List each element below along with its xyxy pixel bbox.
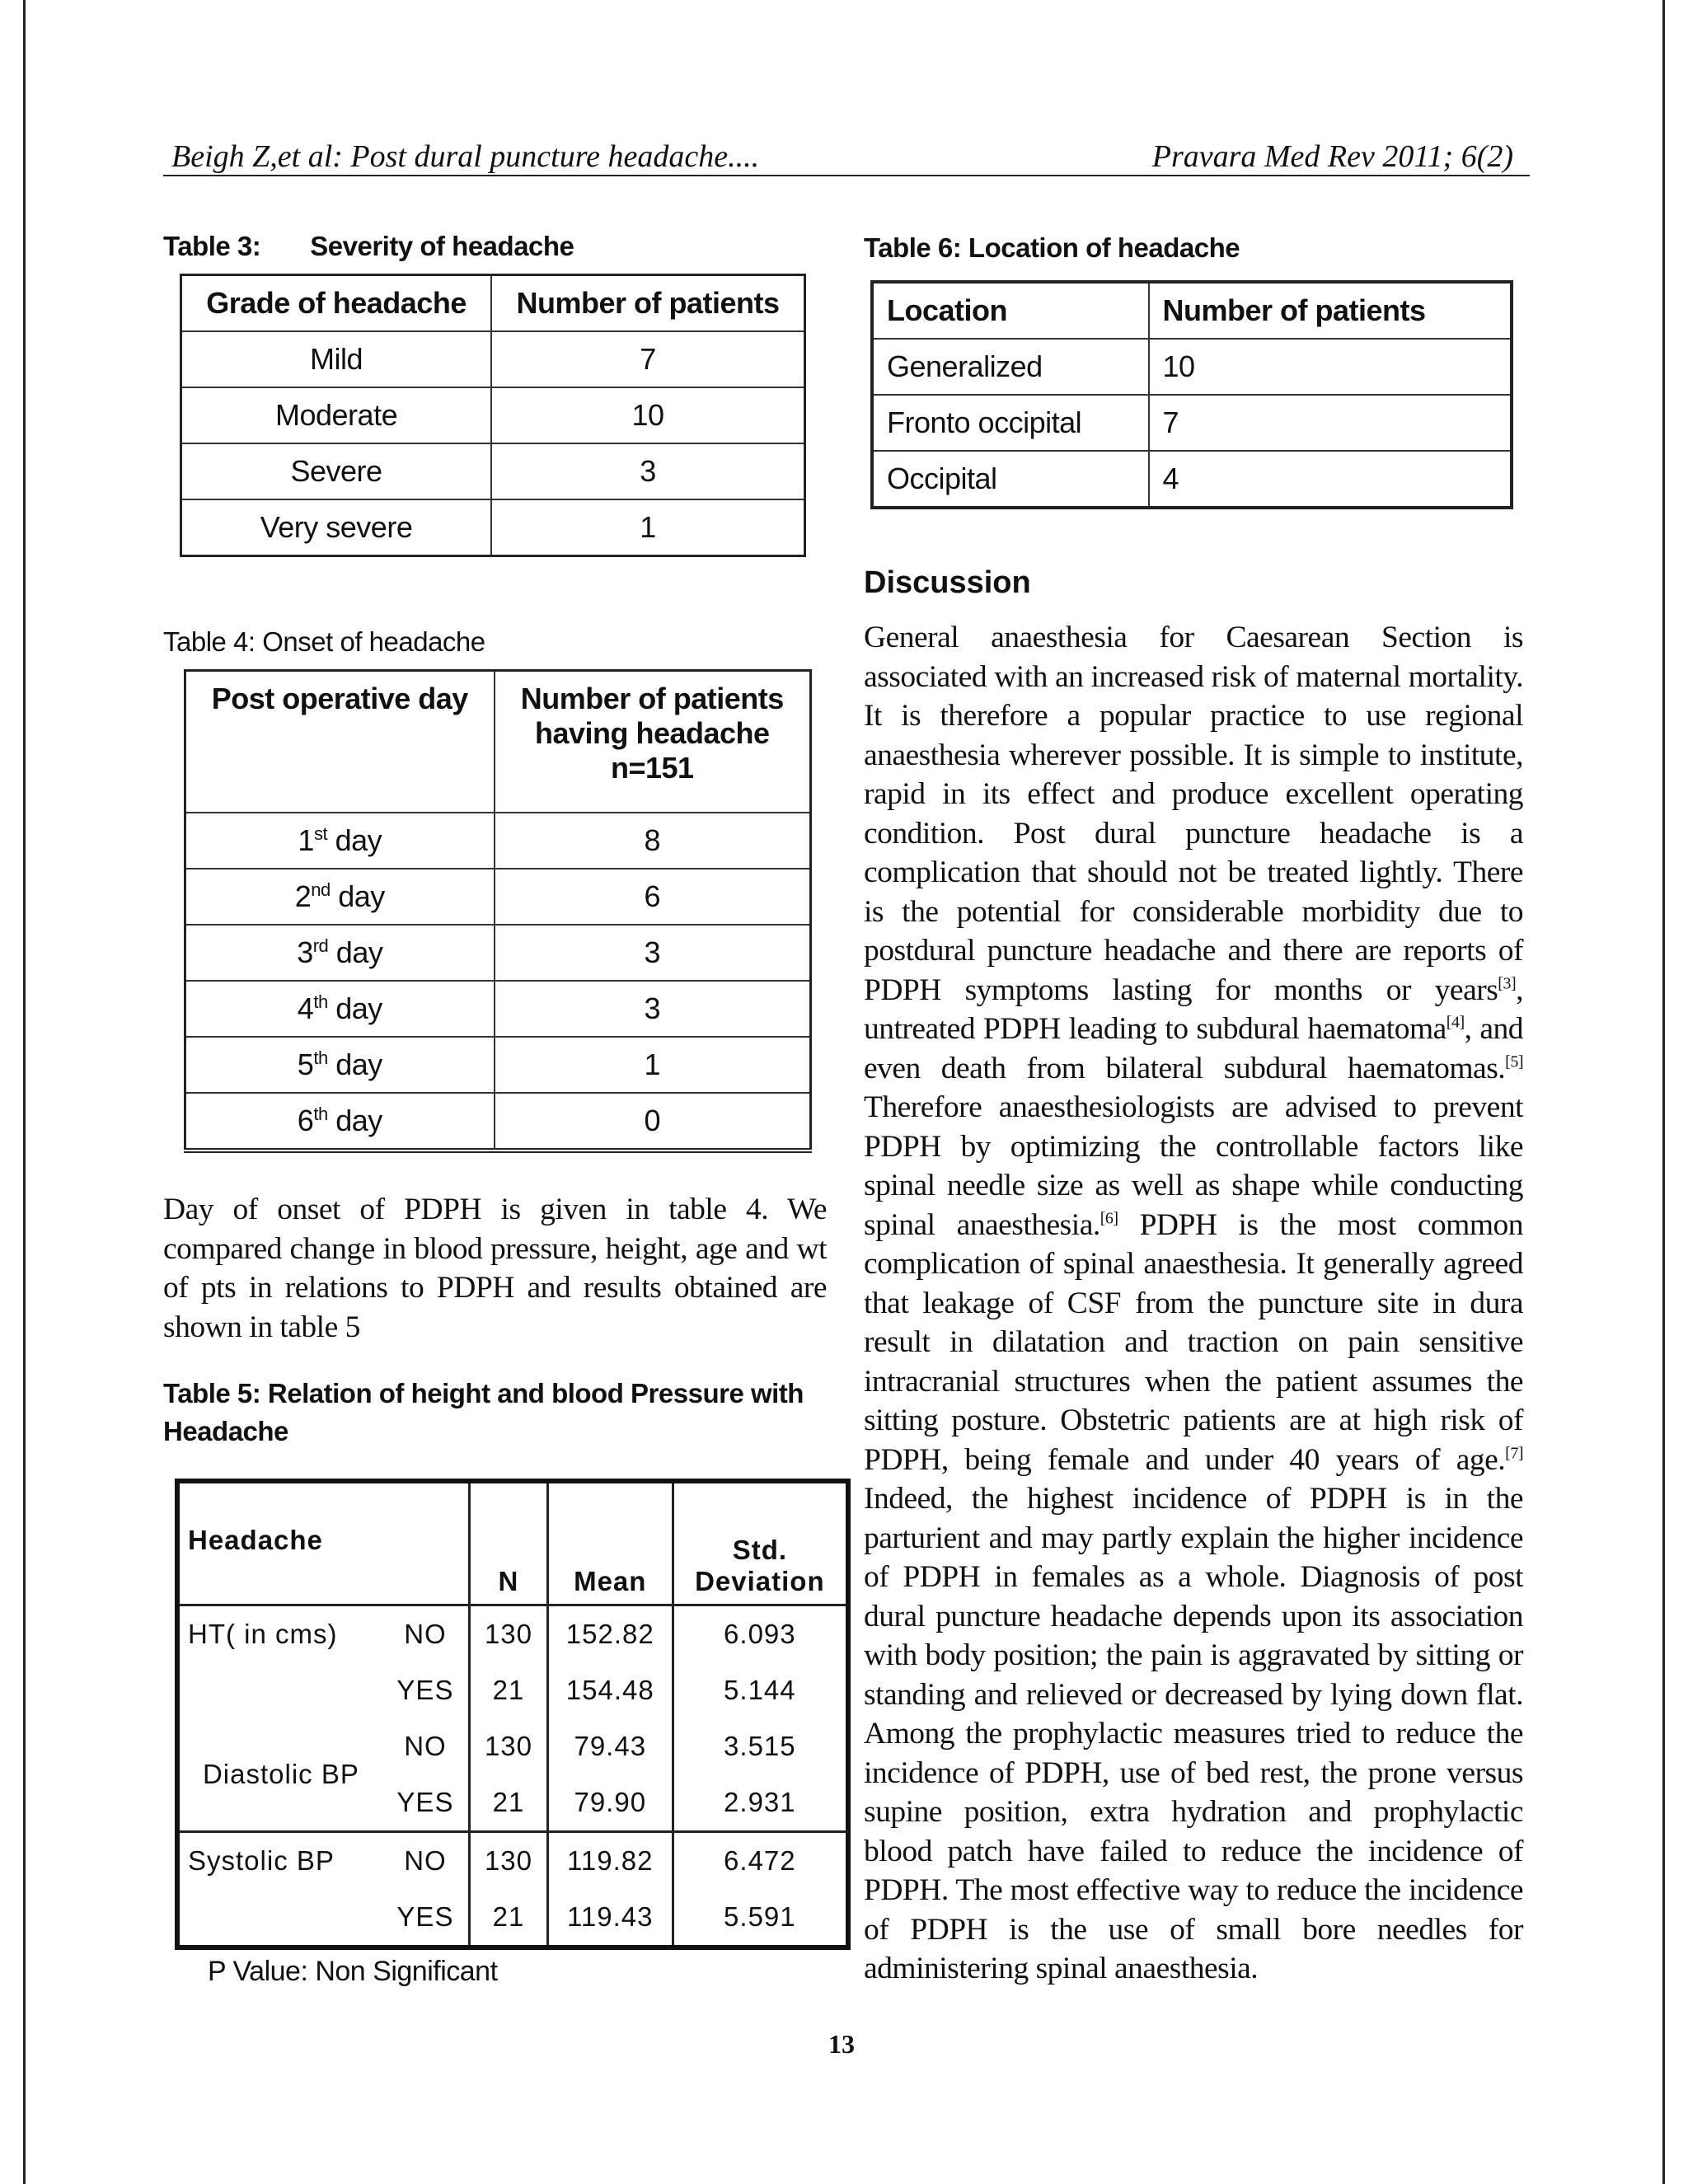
table-row (185, 1037, 811, 1093)
text-run: Therefore anaesthesiologists are advised to prevent PDPH by optimizing the controllable factors like spinal needle size as well as shape while conducting spinal anaesthesia. (864, 1090, 1523, 1242)
running-header (163, 138, 1530, 176)
table-cell: NO (382, 1832, 470, 1890)
table-cell: Moderate (181, 387, 492, 443)
table5-group-systolic: Systolic BP (177, 1832, 382, 1890)
table-cell: 130 (470, 1832, 548, 1890)
table-cell: Very severe (181, 499, 492, 556)
table5-group-diastolic: Diastolic BP (202, 1759, 359, 1789)
table5-col-headache: Headache (177, 1481, 470, 1605)
table-row (181, 331, 805, 387)
table-cell: 8 (495, 813, 811, 869)
table-cell: 1 (491, 499, 804, 556)
table-cell: 6 (495, 869, 811, 925)
citation-ref: [3] (1498, 974, 1517, 992)
table-cell: YES (396, 1675, 454, 1705)
table-row (177, 1832, 848, 1890)
day-word: day (335, 1047, 382, 1081)
table-row (177, 1662, 848, 1718)
day-word: day (335, 823, 382, 857)
body-paragraph-table5-intro: Day of onset of PDPH is given in table 4. We compared change in blood pressure, height, age and wt of pts in relations to PDPH and results obtained are shown in table 5 (163, 1193, 827, 1344)
table-cell: NO (404, 1731, 447, 1761)
day-number: 6 (297, 1104, 314, 1137)
table-cell: YES (396, 1787, 454, 1817)
page-number: 13 (828, 2029, 855, 2059)
table-cell: 2.931 (673, 1774, 848, 1832)
table-row (185, 1093, 811, 1151)
ordinal-suffix: th (313, 991, 328, 1012)
section-heading-discussion: Discussion (864, 565, 1031, 600)
table-cell: 10 (491, 387, 804, 443)
table5-col-std (673, 1481, 848, 1605)
ordinal-suffix: rd (312, 935, 329, 956)
table6-col-location: Location (872, 282, 1149, 339)
table-cell: Severe (181, 443, 492, 499)
table3-col-grade: Grade of headache (181, 275, 492, 332)
day-number: 5 (297, 1047, 314, 1081)
table-cell (185, 1037, 495, 1093)
table-cell: 3 (491, 443, 804, 499)
table-cell (185, 869, 495, 925)
table-row (177, 1718, 848, 1774)
table5-col-mean: Mean (547, 1481, 673, 1605)
table-cell: 6.472 (673, 1832, 848, 1890)
table-row (177, 1889, 848, 1947)
table-cell: 130 (470, 1605, 548, 1663)
table-cell: Occipital (872, 451, 1149, 508)
text-run: Indeed, the highest incidence of PDPH is in the parturient and may partly explain the higher incidence of PDPH in females as a whole. Diagnosis of post dural puncture headache depends upon its association with body position; the pain is aggravated by sitting or standing and relieved or decreased by lying down flat. Among the prophylactic measures tried to reduce the incidence of PDPH, use of bed rest, the prone versus supine position, extra hydration and prophylactic blood patch have failed to reduce the incidence of PDPH. The most effective way to reduce the incidence of PDPH is the use of small bore needles for administering spinal anaesthesia. (864, 1482, 1523, 1985)
table-row (181, 387, 805, 443)
table-cell (185, 981, 495, 1037)
text-run: General anaesthesia for Caesarean Section is associated with an increased risk of maternal mortality. It is therefore a popular practice to use regional anaesthesia wherever possible. It is simple to institute, rapid in its effect and produce excellent operating condition. Post dural puncture headache is a complication that should not be treated lightly. There is the potential for considerable morbidity due to postdural puncture headache and there are reports of PDPH symptoms lasting for months or years (864, 621, 1523, 1007)
table-cell (185, 925, 495, 981)
day-number: 3 (297, 935, 313, 969)
table4-col-line1: Number of patients (520, 682, 784, 715)
text-run: , and even death from bilateral subdural haematomas. (864, 1012, 1524, 1085)
table-cell: 3.515 (673, 1718, 848, 1774)
table-row (185, 813, 811, 869)
page-border-left (23, 0, 26, 2184)
table3-caption (163, 231, 574, 262)
table-cell: NO (404, 1619, 447, 1649)
table3-col-patients: Number of patients (491, 275, 804, 332)
table-row (185, 869, 811, 925)
citation-ref: [5] (1505, 1052, 1523, 1071)
table5-group-height: HT( in cms) (188, 1619, 338, 1649)
table-cell: 1 (495, 1037, 811, 1093)
table-cell (185, 1093, 495, 1151)
table-row (872, 339, 1512, 395)
table-cell: 119.82 (547, 1832, 673, 1890)
day-number: 1 (298, 823, 314, 857)
day-word: day (335, 991, 382, 1025)
table-cell: 3 (495, 981, 811, 1037)
table-cell: 119.43 (547, 1889, 673, 1947)
table6-caption: Table 6: Location of headache (864, 232, 1240, 263)
table-row (872, 395, 1512, 451)
table4-col-patients (495, 671, 811, 813)
table-cell: 154.48 (547, 1662, 673, 1718)
table5-pvalue-note: P Value: Non Significant (208, 1956, 498, 1987)
table5-height-bp (175, 1479, 851, 1950)
table-cell: 5.591 (673, 1889, 848, 1947)
header-journal: Pravara Med Rev 2011; 6(2) (1151, 139, 1513, 174)
table-cell: 0 (495, 1093, 811, 1151)
text-run: , untreated PDPH leading to subdural haematoma (864, 972, 1523, 1046)
table5-col-std-line1: Std. (732, 1535, 788, 1565)
table-row (181, 443, 805, 499)
table5-col-std-line2: Deviation (695, 1566, 825, 1596)
day-word: day (338, 879, 385, 913)
table-cell: 7 (1149, 395, 1512, 451)
table-cell: 79.90 (547, 1774, 673, 1832)
ordinal-suffix: th (313, 1047, 328, 1068)
day-number: 4 (297, 991, 314, 1025)
table-row (185, 981, 811, 1037)
table-cell: 79.43 (547, 1718, 673, 1774)
citation-ref: [4] (1446, 1013, 1465, 1032)
table4-col-line3: n=151 (610, 751, 694, 785)
table-cell: 4 (1149, 451, 1512, 508)
citation-ref: [6] (1100, 1209, 1118, 1227)
ordinal-suffix: nd (311, 879, 331, 900)
table6-location (870, 280, 1513, 509)
table5-col-n: N (470, 1481, 548, 1605)
table-cell: 10 (1149, 339, 1512, 395)
table-cell: Mild (181, 331, 492, 387)
table-row (177, 1605, 848, 1663)
table-cell: Generalized (872, 339, 1149, 395)
discussion-paragraph (864, 618, 1523, 1989)
table-row (872, 451, 1512, 508)
table-cell: 21 (470, 1889, 548, 1947)
table-cell: YES (396, 1901, 454, 1932)
table-cell: Fronto occipital (872, 395, 1149, 451)
page-border-right (1662, 0, 1665, 2184)
table3-label: Table 3: (163, 231, 261, 261)
table-row (185, 925, 811, 981)
table-cell (185, 813, 495, 869)
table3-title: Severity of headache (310, 231, 574, 261)
table4-col-line2: having headache (534, 716, 770, 750)
table-cell: 6.093 (673, 1605, 848, 1663)
table5-caption: Table 5: Relation of height and blood Pressure with Headache (163, 1378, 804, 1446)
citation-ref: [7] (1505, 1444, 1523, 1462)
day-word: day (335, 935, 383, 969)
table-cell: 152.82 (547, 1605, 673, 1663)
table3-severity (180, 274, 806, 557)
table-cell: 130 (470, 1718, 548, 1774)
table4-caption: Table 4: Onset of headache (163, 626, 485, 657)
header-citation: Beigh Z,et al: Post dural puncture headache.... (171, 139, 760, 174)
table-cell: 3 (495, 925, 811, 981)
table-cell: 7 (491, 331, 804, 387)
day-number: 2 (294, 879, 312, 913)
table4-col-day: Post operative day (185, 671, 495, 813)
table6-col-patients: Number of patients (1149, 282, 1512, 339)
table-cell: 5.144 (673, 1662, 848, 1718)
text-run: PDPH is the most common complication of spinal anaesthesia. It generally agreed that leakage of CSF from the puncture site in dura result in dilatation and traction on pain sensitive intracranial structures when the patient assumes the sitting posture. Obstetric patients are at high risk of PDPH, being female and under 40 years of age. (864, 1207, 1523, 1477)
day-word: day (335, 1104, 382, 1137)
ordinal-suffix: st (313, 823, 328, 844)
table-cell: 21 (470, 1774, 548, 1832)
ordinal-suffix: th (313, 1104, 328, 1124)
table-row (181, 499, 805, 556)
table-cell: 21 (470, 1662, 548, 1718)
table4-onset (184, 669, 812, 1153)
